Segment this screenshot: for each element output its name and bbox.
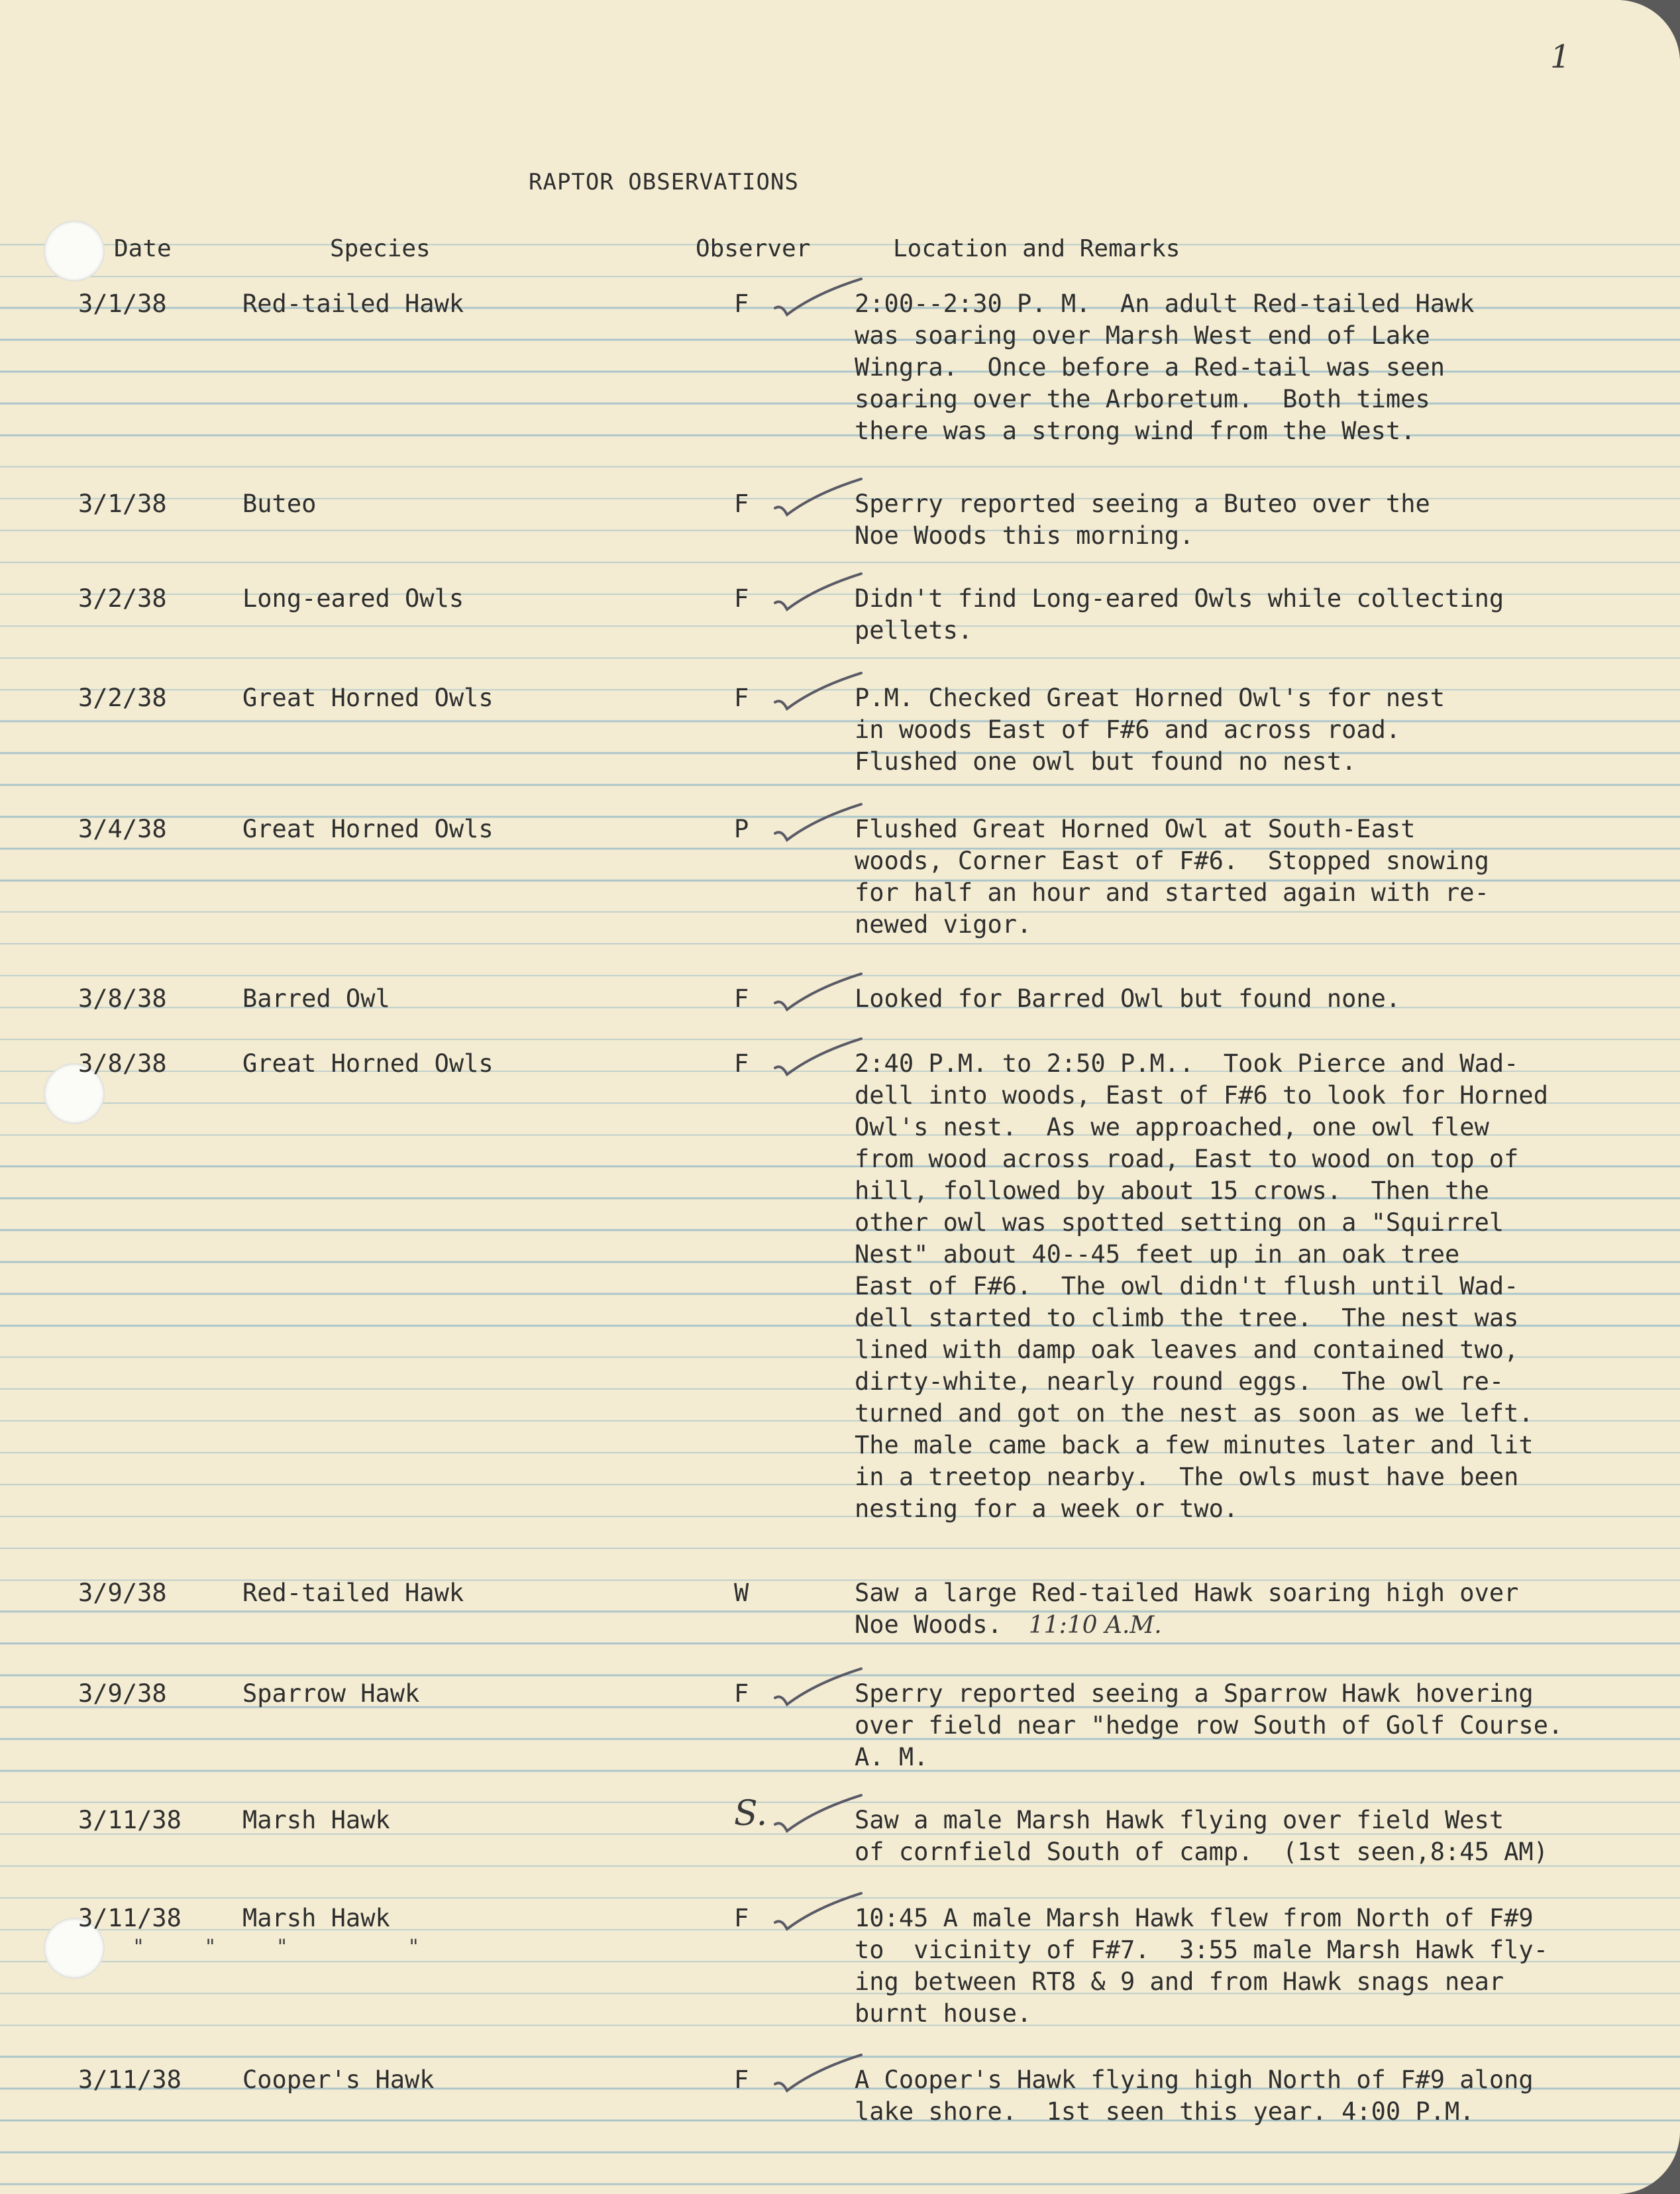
remarks-line: East of F#6. The owl didn't flush until Wad-: [855, 1272, 1519, 1300]
ditto-marks: " " " ": [132, 1936, 420, 1959]
entry-species: Great Horned Owls: [242, 815, 494, 843]
column-header-remarks: Location and Remarks: [893, 235, 1181, 262]
entry-remarks: [855, 813, 1489, 941]
entry-observer: F: [734, 584, 749, 613]
remarks-line: was soaring over Marsh West end of Lake: [855, 321, 1430, 350]
checkmark-icon: [768, 274, 868, 320]
entry-species: Marsh Hawk: [242, 1806, 390, 1834]
entry-observer: F: [734, 490, 749, 518]
remarks-line: dell started to climb the tree. The nest was: [855, 1304, 1519, 1332]
remarks-line: in woods East of F#6 and across road.: [855, 715, 1401, 744]
page-top-margin: [0, 0, 1680, 238]
entry-observer: S.: [734, 1794, 768, 1834]
remarks-line: over field near "hedge row South of Golf Course.: [855, 1711, 1563, 1740]
entry-observer: F: [734, 1904, 749, 1932]
remarks-line: dirty-white, nearly round eggs. The owl re-: [855, 1367, 1504, 1396]
remarks-line: newed vigor.: [855, 910, 1032, 939]
page-title: RAPTOR OBSERVATIONS: [529, 169, 799, 195]
entry-species: Sparrow Hawk: [242, 1679, 420, 1708]
checkmark-icon: [768, 799, 868, 845]
remarks-line: Saw a large Red-tailed Hawk soaring high over: [855, 1579, 1519, 1607]
remarks-line: nesting for a week or two.: [855, 1494, 1239, 1523]
entry-date: 3/11/38: [78, 2065, 182, 2094]
remarks-line: there was a strong wind from the West.: [855, 417, 1416, 445]
entry-species: Red-tailed Hawk: [242, 289, 464, 318]
remarks-line: Flushed one owl but found no nest.: [855, 747, 1357, 776]
column-header-observer: Observer: [696, 235, 811, 262]
remarks-line: to vicinity of F#7. 3:55 male Marsh Hawk fly-: [855, 1936, 1548, 1964]
entry-remarks: [855, 2064, 1534, 2128]
entry-date: 3/2/38: [78, 584, 167, 613]
entry-observer: F: [734, 2065, 749, 2094]
remarks-line: The male came back a few minutes later and lit: [855, 1431, 1534, 1459]
checkmark-icon: [768, 1663, 868, 1710]
remarks-line: 2:40 P.M. to 2:50 P.M.. Took Pierce and Wad-: [855, 1049, 1519, 1078]
checkmark-icon: [768, 474, 868, 520]
remarks-line: Sperry reported seeing a Buteo over the: [855, 490, 1430, 518]
entry-remarks: [855, 1903, 1548, 2030]
checkmark-icon: [768, 2050, 868, 2096]
entry-observer: F: [734, 684, 749, 712]
remarks-line: Didn't find Long-eared Owls while collecting: [855, 584, 1504, 613]
entry-observer: P: [734, 815, 749, 843]
remarks-line: Saw a male Marsh Hawk flying over field West: [855, 1806, 1504, 1834]
column-header-species: Species: [330, 235, 431, 262]
entry-date: 3/4/38: [78, 815, 167, 843]
entry-remarks: [855, 983, 1400, 1015]
entry-remarks: [855, 1048, 1548, 1525]
punch-hole-top: [44, 221, 105, 282]
remarks-line: Nest" about 40--45 feet up in an oak tree: [855, 1240, 1460, 1269]
remarks-line: lined with damp oak leaves and contained two,: [855, 1335, 1519, 1364]
remarks-line: hill, followed by about 15 crows. Then the: [855, 1176, 1489, 1205]
entry-date: 3/9/38: [78, 1579, 167, 1607]
checkmark-icon: [768, 1033, 868, 1080]
remarks-line: Flushed Great Horned Owl at South-East: [855, 815, 1416, 843]
remarks-line: dell into woods, East of F#6 to look for Horned: [855, 1081, 1548, 1110]
remarks-line: Looked for Barred Owl but found none.: [855, 984, 1401, 1013]
checkmark-icon: [768, 1888, 868, 1934]
remarks-line: P.M. Checked Great Horned Owl's for nest: [855, 684, 1445, 712]
remarks-line: ing between RT8 & 9 and from Hawk snags near: [855, 1967, 1504, 1996]
remarks-line: in a treetop nearby. The owls must have been: [855, 1463, 1519, 1491]
entry-observer: F: [734, 1679, 749, 1708]
entry-observer: F: [734, 1049, 749, 1078]
entry-remarks: [855, 288, 1475, 447]
remarks-line: 2:00--2:30 P. M. An adult Red-tailed Hawk: [855, 289, 1475, 318]
remarks-line: 10:45 A male Marsh Hawk flew from North of F#9: [855, 1904, 1534, 1932]
entry-remarks: [855, 583, 1504, 647]
entry-date: 3/8/38: [78, 984, 167, 1013]
entry-species: Red-tailed Hawk: [242, 1579, 464, 1607]
remarks-line: Noe Woods. 11:10 A.M.: [855, 1610, 1162, 1639]
entry-date: 3/8/38: [78, 1049, 167, 1078]
remarks-line: burnt house.: [855, 1999, 1032, 2028]
remarks-line: of cornfield South of camp. (1st seen,8:45 AM): [855, 1838, 1548, 1866]
handwritten-time-note: 11:10 A.M.: [1028, 1612, 1162, 1639]
checkmark-icon: [768, 1790, 868, 1836]
remarks-line: Noe Woods this morning.: [855, 521, 1194, 550]
entry-remarks: [855, 1577, 1518, 1642]
remarks-line: pellets.: [855, 616, 973, 645]
entry-species: Marsh Hawk: [242, 1904, 390, 1932]
entry-remarks: [855, 682, 1445, 778]
remarks-line: from wood across road, East to wood on top of: [855, 1145, 1519, 1173]
entry-observer: F: [734, 984, 749, 1013]
entry-date: 3/1/38: [78, 490, 167, 518]
remarks-line: Owl's nest. As we approached, one owl flew: [855, 1113, 1489, 1141]
entry-remarks: [855, 488, 1430, 552]
column-header-date: Date: [114, 235, 172, 262]
entry-date: 3/11/38: [78, 1904, 182, 1932]
entry-observer: W: [734, 1579, 749, 1607]
entry-species: Great Horned Owls: [242, 1049, 494, 1078]
remarks-line: soaring over the Arboretum. Both times: [855, 385, 1430, 413]
checkmark-icon: [768, 668, 868, 714]
entry-date: 3/9/38: [78, 1679, 167, 1708]
checkmark-icon: [768, 968, 868, 1015]
entry-remarks: [855, 1678, 1563, 1773]
remarks-line: A. M.: [855, 1743, 929, 1771]
page-number-mark: 1: [1550, 38, 1571, 76]
remarks-line: Wingra. Once before a Red-tail was seen: [855, 353, 1445, 382]
entry-observer: F: [734, 289, 749, 318]
remarks-line: woods, Corner East of F#6. Stopped snowing: [855, 847, 1489, 875]
remarks-line: lake shore. 1st seen this year. 4:00 P.M.: [855, 2097, 1475, 2126]
remarks-line: turned and got on the nest as soon as we left.: [855, 1399, 1534, 1428]
entry-species: Long-eared Owls: [242, 584, 464, 613]
checkmark-icon: [768, 568, 868, 615]
entry-species: Cooper's Hawk: [242, 2065, 435, 2094]
entry-remarks: [855, 1804, 1548, 1868]
remarks-line: other owl was spotted setting on a "Squirrel: [855, 1208, 1504, 1237]
entry-species: Barred Owl: [242, 984, 390, 1013]
entry-date: 3/11/38: [78, 1806, 182, 1834]
entry-date: 3/1/38: [78, 289, 167, 318]
remarks-line: for half an hour and started again with re-: [855, 878, 1489, 907]
remarks-line: A Cooper's Hawk flying high North of F#9 along: [855, 2065, 1534, 2094]
entry-date: 3/2/38: [78, 684, 167, 712]
entry-species: Great Horned Owls: [242, 684, 494, 712]
entry-species: Buteo: [242, 490, 317, 518]
remarks-line: Sperry reported seeing a Sparrow Hawk hovering: [855, 1679, 1534, 1708]
